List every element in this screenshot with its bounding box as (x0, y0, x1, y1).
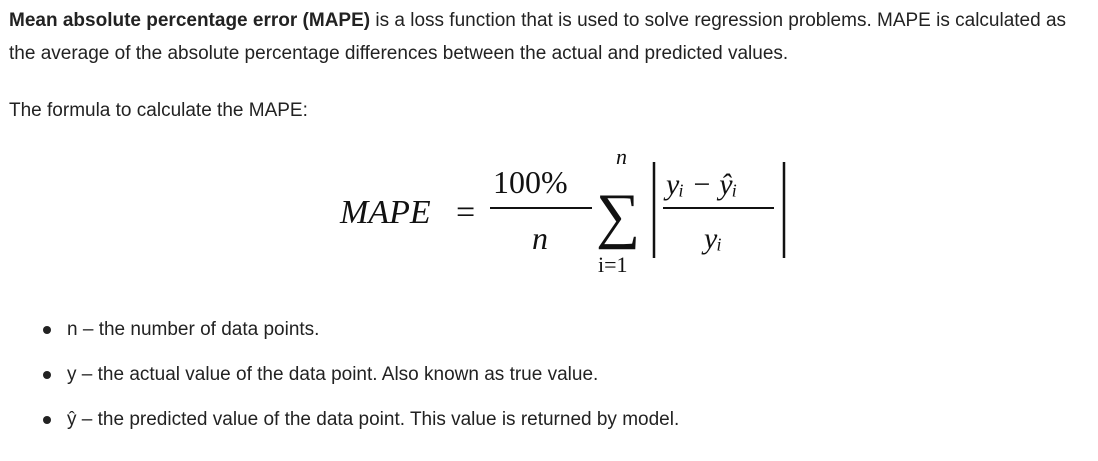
definition-symbol: ŷ (67, 409, 77, 430)
term-denominator: yᵢ (704, 222, 723, 255)
list-item (0, 402, 679, 447)
intro-paragraph (9, 4, 1084, 70)
formula-equals: = (456, 194, 476, 231)
sum-upper: n (616, 144, 627, 169)
formula-denominator: n (532, 220, 548, 256)
bullet-icon (43, 416, 51, 424)
definition-symbol: y (67, 364, 77, 385)
definition-text: – the actual value of the data point. Also known as true value. (76, 364, 599, 385)
formula-numerator: 100% (493, 164, 568, 200)
term-numerator: yᵢ − ŷᵢ (666, 168, 738, 201)
mape-term: Mean absolute percentage error (MAPE) (9, 10, 371, 31)
formula-label: The formula to calculate the MAPE: (9, 100, 308, 121)
bullet-icon (43, 371, 51, 379)
sigma-symbol: ∑ (596, 182, 641, 250)
mape-formula (330, 138, 810, 278)
formula-lhs: MAPE (340, 194, 431, 231)
list-item (0, 357, 679, 402)
bullet-icon (43, 326, 51, 334)
definition-text: – the number of data points. (77, 319, 320, 340)
intro-text: is a loss function that is used to solve regression problems. MAPE is calculated as the average of the absolute percentage differences between the actual and predicted values. (9, 10, 1067, 64)
definition-symbol: n (67, 319, 78, 340)
list-item (0, 312, 679, 357)
definitions-list (0, 312, 679, 447)
definition-text: – the predicted value of the data point. This value is returned by model. (76, 409, 680, 430)
sum-lower: i=1 (598, 252, 628, 277)
